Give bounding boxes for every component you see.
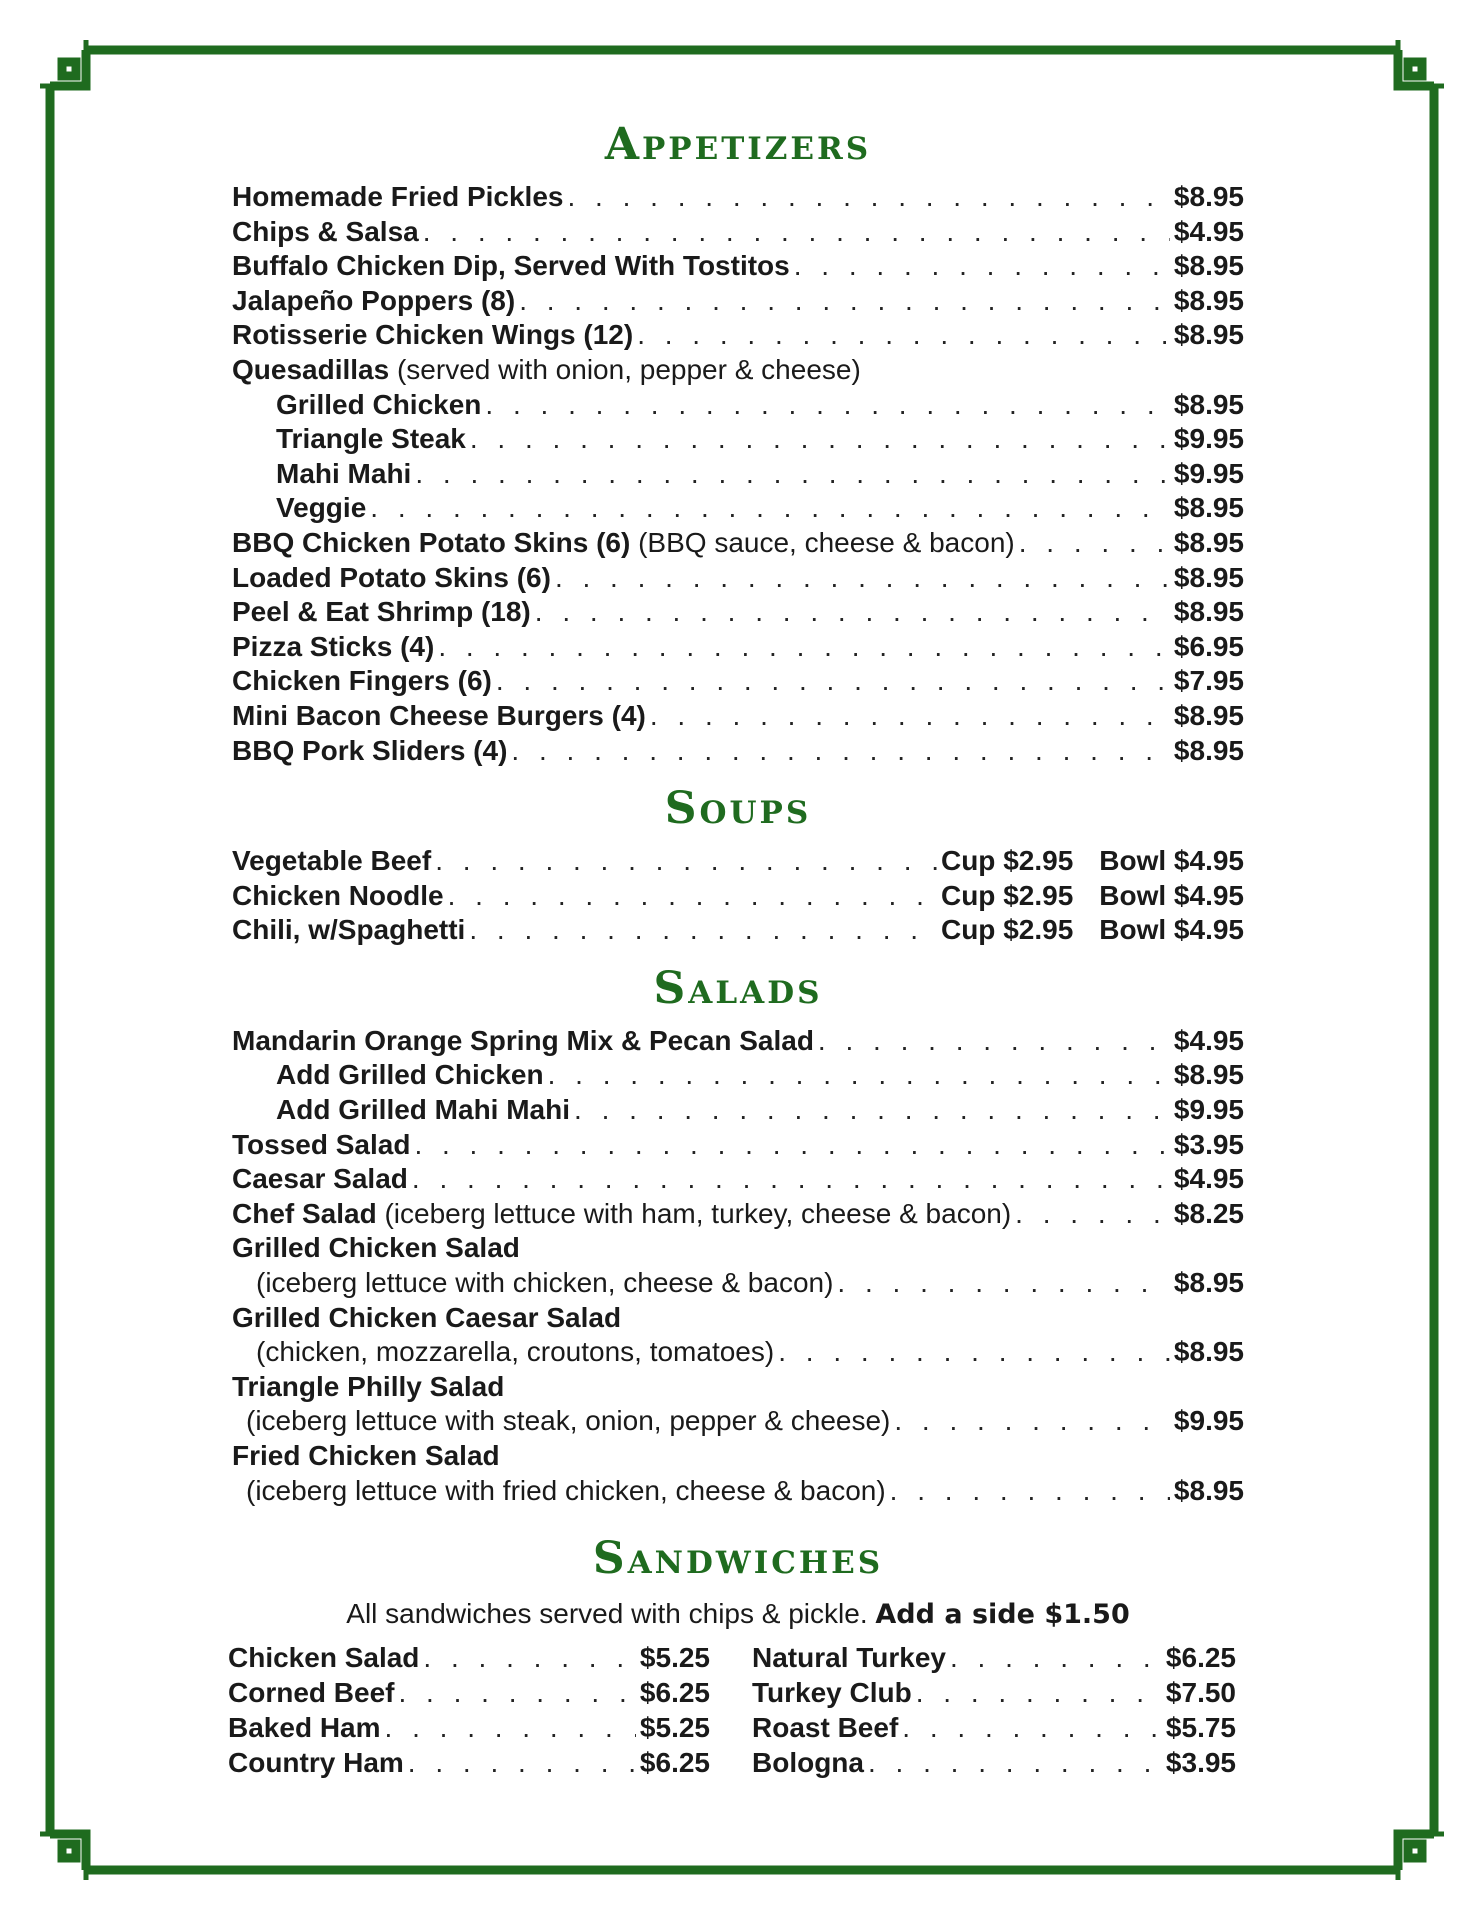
soup-item: Chicken Noodle . . . Cup $2.95 Bowl $4.95: [232, 879, 1244, 914]
salad-item: Mandarin Orange Spring Mix & Pecan Salad . . . $4.95: [232, 1024, 1244, 1059]
menu-item: Buffalo Chicken Dip, Served With Tostitos . . . $8.95: [232, 249, 1244, 284]
salad-item-description: (chicken, mozzarella, croutons, tomatoes) . . . $8.95: [232, 1335, 1244, 1370]
sandwich-column-right: [752, 1641, 1236, 1780]
menu-item: Mini Bacon Cheese Burgers (4) . . . $8.95: [232, 699, 1244, 734]
salad-item-name: Grilled Chicken Salad: [232, 1232, 520, 1264]
salad-item-description: (iceberg lettuce with steak, onion, pepper & cheese) . . . $9.95: [232, 1404, 1244, 1439]
salad-item: Tossed Salad . . . $3.95: [232, 1128, 1244, 1163]
menu-item: Loaded Potato Skins (6) . . . $8.95: [232, 561, 1244, 596]
salad-item: Chef Salad (iceberg lettuce with ham, turkey, cheese & bacon) . . . $8.25: [232, 1197, 1244, 1232]
sandwich-item: Natural Turkey . . . $6.25: [752, 1641, 1236, 1676]
soup-item: Vegetable Beef . . . Cup $2.95 Bowl $4.95: [232, 844, 1244, 879]
sandwich-item: Turkey Club . . . $7.50: [752, 1676, 1236, 1711]
quesadillas-header: Quesadillas (served with onion, pepper & cheese): [232, 353, 861, 385]
salad-item-description: (iceberg lettuce with fried chicken, cheese & bacon) . . . $8.95: [232, 1474, 1244, 1509]
menu-item: Chips & Salsa . . . $4.95: [232, 215, 1244, 250]
salad-item-description: (iceberg lettuce with chicken, cheese & bacon) . . . $8.95: [232, 1266, 1244, 1301]
menu-item: Chicken Fingers (6) . . . $7.95: [232, 664, 1244, 699]
quesadilla-option: Veggie . . . $8.95: [232, 491, 1244, 526]
salad-addon: Add Grilled Chicken . . . $8.95: [232, 1058, 1244, 1093]
menu-item: Pizza Sticks (4) . . . $6.95: [232, 630, 1244, 665]
salad-item-name: Fried Chicken Salad: [232, 1440, 500, 1471]
add-side-note: Add a side $1.50: [875, 1599, 1130, 1631]
salad-item: Caesar Salad . . . $4.95: [232, 1162, 1244, 1197]
salad-item-name: Grilled Chicken Caesar Salad: [232, 1301, 622, 1333]
menu-item: Homemade Fried Pickles . . . $8.95: [232, 180, 1244, 215]
sandwich-item: Bologna . . . $3.95: [752, 1746, 1236, 1781]
menu-content: [228, 118, 1244, 1780]
salad-addon: Add Grilled Mahi Mahi . . . $9.95: [232, 1093, 1244, 1128]
sandwich-list: [228, 1641, 1244, 1780]
soups-heading: Soups: [664, 783, 812, 835]
salads-heading: Salads: [653, 962, 823, 1014]
salad-item-name: Triangle Philly Salad: [232, 1370, 505, 1402]
sandwiches-note: All sandwiches served with chips & pickle. Add a side $1.50: [346, 1598, 1130, 1631]
sandwich-item: Chicken Salad . . . $5.25: [228, 1641, 710, 1676]
soup-item: Chili, w/Spaghetti . . . Cup $2.95 Bowl $4.95: [232, 913, 1244, 948]
quesadilla-option: Mahi Mahi . . . $9.95: [232, 457, 1244, 492]
menu-item: Rotisserie Chicken Wings (12) . . . $8.95: [232, 318, 1244, 353]
quesadilla-option: Grilled Chicken . . . $8.95: [232, 388, 1244, 423]
sandwich-item: Corned Beef . . . $6.25: [228, 1676, 710, 1711]
menu-item: Peel & Eat Shrimp (18) . . . $8.95: [232, 595, 1244, 630]
quesadilla-option: Triangle Steak . . . $9.95: [232, 422, 1244, 457]
sandwich-column-left: [228, 1641, 710, 1780]
sandwich-item: Baked Ham . . . $5.25: [228, 1711, 710, 1746]
sandwiches-heading: Sandwiches: [592, 1533, 884, 1585]
menu-item: BBQ Pork Sliders (4) . . . $8.95: [232, 734, 1244, 769]
menu-item: BBQ Chicken Potato Skins (6) (BBQ sauce, cheese & bacon) . . . $8.95: [232, 526, 1244, 561]
appetizers-heading: Appetizers: [604, 119, 872, 170]
sandwich-item: Roast Beef . . . $5.75: [752, 1711, 1236, 1746]
menu-item: Jalapeño Poppers (8) . . . $8.95: [232, 284, 1244, 319]
sandwich-item: Country Ham . . . $6.25: [228, 1746, 710, 1781]
